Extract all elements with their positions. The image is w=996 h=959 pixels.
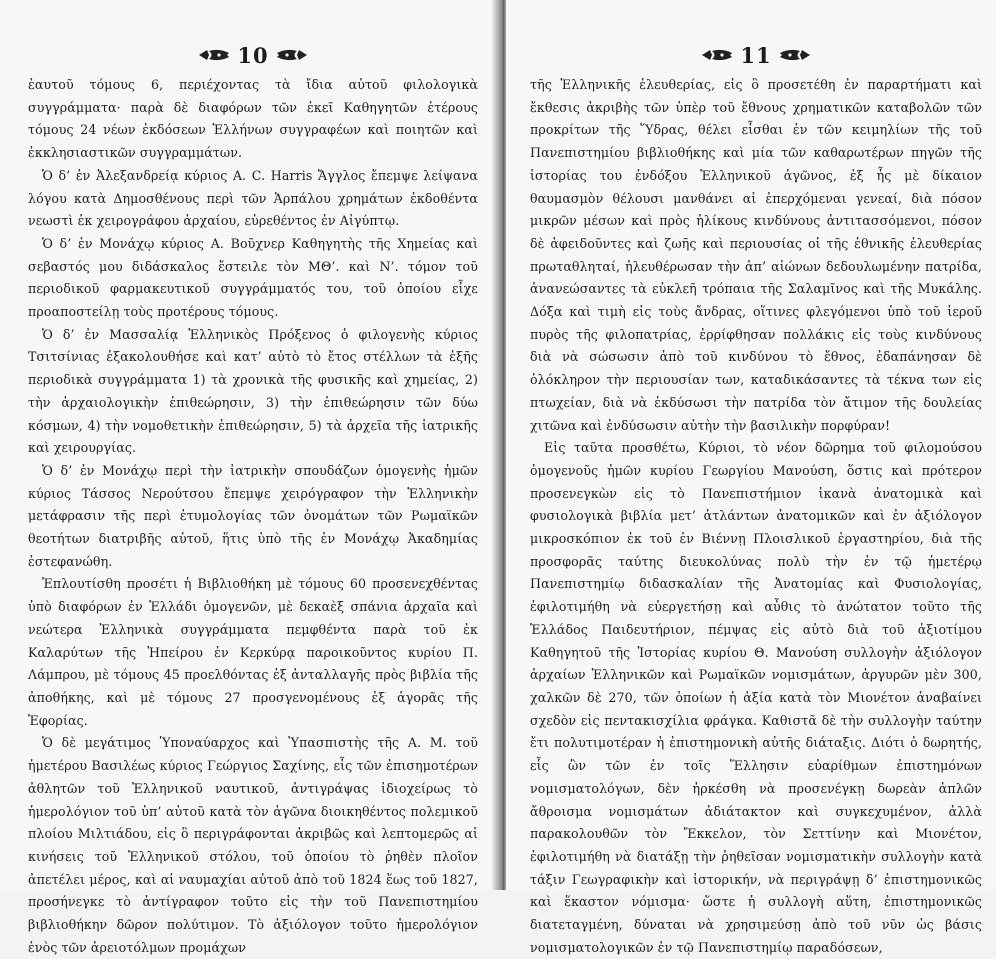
paragraph: Ὁ δ’ ἐν Μονάχῳ περὶ τὴν ἰατρικὴν σπουδάζων ὁμογενὴς ἡμῶν κύριος Τάσσος Νερούτσου ἔπεμψε χειρόγραφον τὴν Ἑλληνικὴν μετάφρασιν τῆς περὶ ἐτυμολογίας τῶν ὀνομάτων τῶν Ρωμαϊκῶν θεοτήτων διατριβῆς αὐτοῦ, ἥτις ὑπὸ τῆς ἐν Μονάχῳ Ἀκαδημίας ἐστεφανώθη. xyxy=(28,462,478,569)
right-page-body xyxy=(530,74,982,959)
paragraph: ἑαυτοῦ τόμους 6, περιέχοντας τὰ ἴδια αὐτοῦ φιλολογικὰ συγγράμματα· παρὰ δὲ διαφόρων τῶν ἐκεῖ Καθηγητῶν ἑτέρους τόμους 24 νέων ἐκδόσεων Ἑλλήνων συγγραφέων καὶ ποιητῶν καὶ ἐκκλησιαστικῶν συγγραμμάτων. xyxy=(28,77,478,161)
fleuron-left-icon xyxy=(700,48,734,62)
fleuron-right-icon xyxy=(778,48,812,62)
paragraph: Ὁ δ’ ἐν Μασσαλίᾳ Ἑλληνικὸς Πρόξενος ὁ φιλογενὴς κύριος Τσιτσίνιας ἐξακολουθήσε καὶ κατ’ αὐτὸ τὸ ἔτος στέλλων τὰ ἑξῆς περιοδικὰ συγγράμματα 1) τὰ χρονικὰ τῆς φυσικῆς καὶ χημείας, 2) τὴν ἀρχαιολογικὴν ἐπιθεώρησιν, 3) τὴν ἐπιθεώρησιν τῶν δύω κόσμων, 4) τὴν νομοθετικὴν ἐπιθεώρησιν, 5) τὰ ἀρχεῖα τῆς ἰατρικῆς καὶ χειρουργίας. xyxy=(28,326,478,456)
paragraph: Εἰς ταῦτα προσθέτω, Κύριοι, τὸ νέον δῶρημα τοῦ φιλομούσου ὁμογενοῦς ἡμῶν κυρίου Γεωργίου Μανούση, ὅστις καὶ πρότερον προσενεγκὼν εἰς τὸ Πανεπιστήμιον ἱκανὰ ἀνατομικὰ καὶ φυσιολογικὰ βιβλία μετ’ ἀτλάντων ἀνατομικῶν καὶ ἐν ἀξιόλογον μικροσκόπιον ἐκ τοῦ ἐν Βιέννῃ Πλοισλικοῦ ἐργαστηρίου, διὰ τῆς προσφορᾶς ταύτης διευκολύνας πολὺ τὴν ἐν τῷ ἡμετέρῳ Πανεπιστημίῳ διδασκαλίαν τῆς Ἀνατομίας καὶ Φυσιολογίας, ἐφιλοτιμήθη νὰ εὐεργετήσῃ καὶ αὖθις τὸ ἀνώτατον τοῦτο τῆς Ἑλλάδος Παιδευτήριον, πέμψας εἰς αὐτὸ διὰ τοῦ ἀξιοτίμου Καθηγητοῦ τῆς Ἱστορίας κυρίου Θ. Μανούση συλλογὴν ἀξιόλογον ἀρχαίων Ἑλληνικῶν καὶ Ρωμαϊκῶν νομισμάτων, ἀργυρῶν μὲν 300, χαλκῶν δὲ 270, τῶν ὁποίων ἡ ἀξία κατὰ τὸν Μιονέτον ἀναβαίνει σχεδὸν εἰς πεντακισχίλια φράγκα. Καθιστᾶ δὲ τὴν συλλογὴν ταύτην ἔτι πολυτιμοτέραν ἡ ἐπιστημονικὴ αὐτῆς διάταξις. Διότι ὁ δωρητής, εἷς ὢν τῶν ἐν τοῖς Ἕλλησιν εὐαρίθμων ἐπιστημόνων νομισματολόγων, δὲν ἠρκέσθη νὰ προσενέγκῃ δωρεὰν ἁπλῶν ἄθροισμα νομισμάτων ἀδιάτακτον καὶ συγκεχυμένον, ἀλλὰ παρακολουθῶν τὸν Ἔκκελον, τὸν Σεττίνην καὶ Μιονέτον, ἐφιλοτιμήθη νὰ διατάξῃ τὴν ῥηθεῖσαν νομισματικὴν συλλογὴν κατὰ τάξιν Γεωγραφικὴν καὶ ἱστορικήν, νὰ περιγράψῃ δ’ ἐπιστημονικῶς καὶ ἕκαστον νόμισμα· ὥστε ἡ συλλογὴ αὕτη, ἐπιστημονικῶς διατεταγμένη, δύναται νὰ χρησιμεύσῃ ἀπὸ τοῦ νῦν ὡς βάσις νομισματολογικῶν ἐν τῷ Πανεπιστημίῳ παραδόσεων, xyxy=(530,440,982,955)
left-page-header xyxy=(28,40,478,70)
page-number: 10 xyxy=(237,42,269,68)
left-page xyxy=(0,0,500,955)
fleuron-right-icon xyxy=(275,48,309,62)
paragraph: Ἐπλουτίσθη προσέτι ἡ Βιβλιοθήκη μὲ τόμους 60 προσενεχθέντας ὑπὸ διαφόρων ἐν Ἑλλάδι ὁμογενῶν, μὲ δεκαὲξ σπάνια ἀρχαῖα καὶ νεώτερα Ἑλληνικὰ συγγράμματα πεμφθέντα παρὰ τοῦ ἐκ Καλαρύτων τῆς Ἠπείρου ἐν Κερκύρᾳ παροικοῦντος κυρίου Π. Λάμπρου, μὲ τόμους 45 προελθόντας ἐξ ἀνταλλαγῆς πρὸς βιβλία τῆς ἀποθήκης, καὶ μὲ τόμους 27 προσγενομένους ἐξ ἀγορᾶς τῆς Ἐφορίας. xyxy=(28,576,478,728)
paragraph: τῆς Ἑλληνικῆς ἐλευθερίας, εἰς ὃ προσετέθη ἐν παραρτήματι καὶ ἔκθεσις ἀκριβὴς τῶν ὑπὲρ τοῦ ἔθνους χρηματικῶν καταβολῶν τῶν προκρίτων τῆς Ὕδρας, θέλει εἶσθαι ἐν τῶν κειμηλίων τῆς τοῦ Πανεπιστημίου βιβλιοθήκης καὶ μία τῶν καθαρωτέρων πηγῶν τῆς ἱστορίας του ἐνδόξου Ἑλληνικοῦ ἀγῶνος, ἐξ ἧς μὲ δίκαιον θαυμασμὸν θέλουσι μανθάνει αἱ ἐπερχόμεναι γενεαί, διὰ πόσον μικρῶν μέσων καὶ πρὸς ἡλίκους κινδύνους ἀντιτασσόμενοι, πόσον δὲ ἀφειδοῦντες καὶ ζωῆς καὶ περιουσίας οἱ τῆς ἐθνικῆς ἐλευθερίας πρωταθληταί, ἠλευθέρωσαν τὴν ἀπ’ αἰώνων δεδουλωμένην πατρίδα, ἀνανεώσαντες τὰ εὐκλεῆ τρόπαια τῆς Σαλαμῖνος καὶ τῆς Μυκάλης. Δόξα καὶ τιμὴ εἰς τοὺς ἄνδρας, οἵτινες φλεγόμενοι ὑπὸ τοῦ ἱεροῦ πυρὸς τῆς φιλοπατρίας, ἐρρίφθησαν πολλάκις εἰς τοὺς κινδύνους διὰ νὰ σώσωσιν ἀπὸ τοῦ κινδύνου τὸ ἔθνος, ἐδαπάνησαν δὲ ὁλόκληρον τὴν περιουσίαν των, καταδικάσαντες τὰ τέκνα των εἰς πτωχείαν, διὰ νὰ ἐκδύσωσι τὴν πατρίδα τὸν ἄτιμον τῆς δουλείας χιτῶνα καὶ ἐνδύσωσιν αὐτὴν τὴν βασιλικὴν πορφύραν! xyxy=(530,77,982,433)
page-number: 11 xyxy=(740,42,772,68)
fleuron-left-icon xyxy=(197,48,231,62)
paragraph: Ὁ δὲ μεγάτιμος Ὑποναύαρχος καὶ Ὑπασπιστὴς τῆς Α. Μ. τοῦ ἡμετέρου Βασιλέως κύριος Γεώργιος Σαχίνης, εἷς τῶν ἐπισημοτέρων ἀθλητῶν τοῦ Ἑλληνικοῦ ναυτικοῦ, ἀντιγράψας ἰδιοχείρως τὸ ἡμερολόγιον τοῦ ὑπ’ αὐτοῦ κατὰ τὸν ἀγῶνα διοικηθέντος πολεμικοῦ πλοίου Μιλτιάδου, εἰς ὃ περιγράφονται ἀκριβῶς καὶ λεπτομερῶς αἱ κινήσεις τοῦ Ἑλληνικοῦ στόλου, τοῦ ὁποίου τὸ ῥηθὲν πλοῖον ἀπετέλει μέρος, καὶ αἱ ναυμαχίαι αὐτοῦ ἀπὸ τοῦ 1824 ἕως τοῦ 1827, προσήνεγκε τὸ ἀντίγραφον τοῦτο εἰς τὴν τοῦ Πανεπιστημίου βιβλιοθήκην δῶρον πολύτιμον. Τὸ ἀξιόλογον τοῦτο ἡμερολόγιον ἑνὸς τῶν ἀρειοτόλμων προμάχων xyxy=(28,735,478,955)
right-page xyxy=(506,0,996,955)
paragraph: Ὁ δ’ ἐν Ἀλεξανδρείᾳ κύριος A. C. Harris Ἄγγλος ἔπεμψε λείψανα λόγου κατὰ Δημοσθένους περὶ τῶν Ἁρπάλου χρημάτων ἐκδοθέντα νεωστὶ ἐκ χειρογράφου ἀρχαίου, εὑρεθέντος ἐν Αἰγύπτῳ. xyxy=(28,167,478,229)
paragraph: Ὁ δ’ ἐν Μονάχῳ κύριος Α. Βοῦχνερ Καθηγητὴς τῆς Χημείας καὶ σεβαστός μου διδάσκαλος ἔστειλε τὸν ΜΘ’. καὶ Ν’. τόμον τοῦ περιοδικοῦ φαρμακευτικοῦ συγγράμματός του, τοῦ ὁποίου εἶχε προαποστείλῃ τοὺς προτέρους τόμους. xyxy=(28,235,478,320)
right-page-header xyxy=(530,40,982,70)
left-page-body xyxy=(28,74,478,959)
